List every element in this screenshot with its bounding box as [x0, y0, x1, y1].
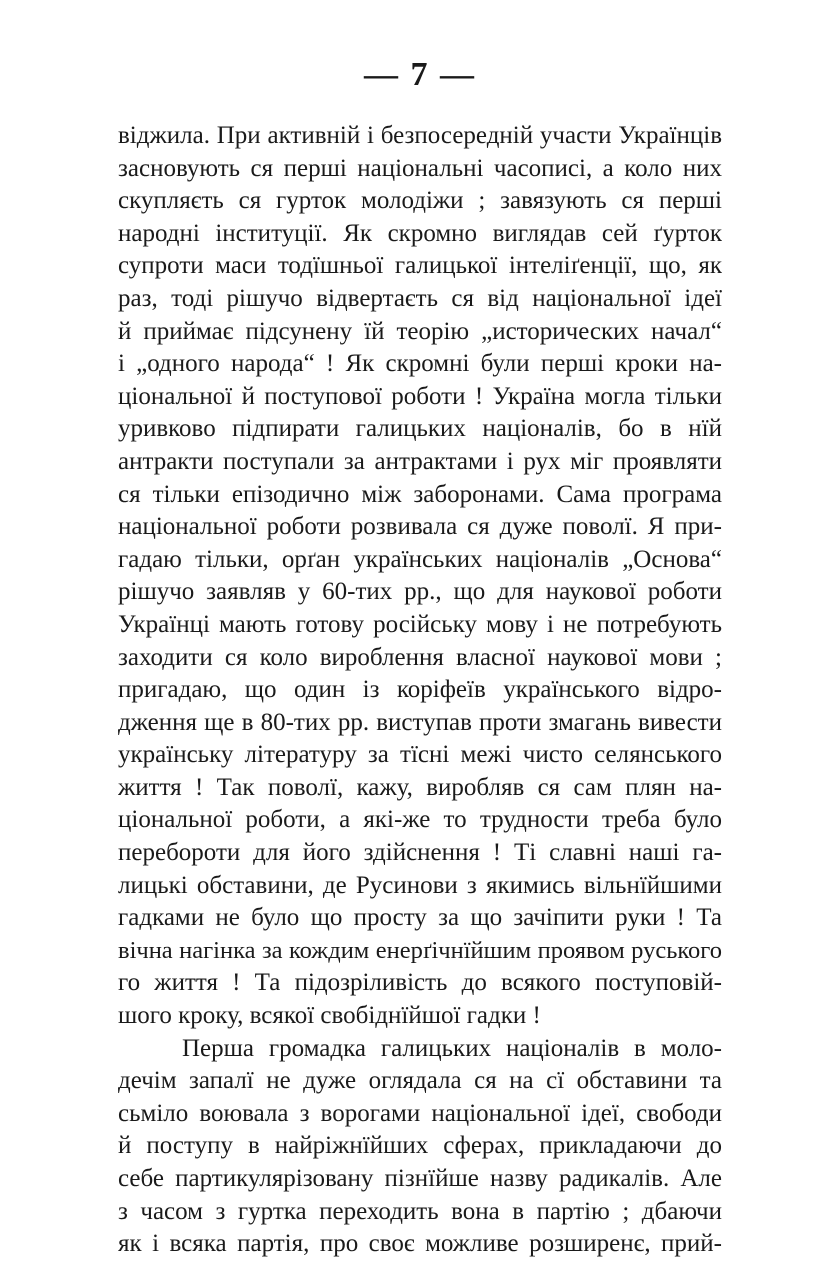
text-line: гадаю тільки, орґан українських націоналів „Основа“: [118, 545, 722, 573]
text-line: й поступу в найріжнїйших сферах, прикладаючи до: [118, 1132, 722, 1160]
text-line: ціональної й поступової роботи ! Україна могла тільки: [118, 382, 722, 410]
text-line: Українці мають готову російську мову і не потребують: [118, 610, 722, 638]
text-line: перебороти для його здійснення ! Ті славні наші га-: [118, 839, 722, 867]
text-line: заходити ся коло вироблення власної наукової мови ;: [118, 643, 722, 671]
text-line: ціональної роботи, а які-же то трудности треба було: [118, 806, 722, 834]
text-line: скупляєть ся гурток молодіжи ; завязують ся перші: [118, 187, 722, 215]
text-line: вічна нагінка за кождим енерґічнїйшим проявом руського: [118, 936, 722, 964]
text-line: супроти маси тодїшньої галицької інтеліґенції, що, як: [118, 252, 722, 280]
text-line: національної роботи розвивала ся дуже поволї. Я при-: [118, 513, 722, 541]
text-line: гадками не було що просту за що зачіпити руки ! Та: [118, 904, 722, 932]
text-line: дження ще в 80-тих рр. виступав проти змагань вивести: [118, 708, 722, 736]
text-line: життя ! Так поволї, кажу, виробляв ся сам плян на-: [118, 773, 722, 801]
page-number: — 7 —: [364, 56, 476, 93]
text-line: шого кроку, всякої свобіднїйшої гадки !: [118, 1002, 541, 1030]
text-line: з часом з гуртка переходить вона в партію ; дбаючи: [118, 1197, 722, 1225]
text-line: Перша громадка галицьких націоналів в моло-: [182, 1034, 722, 1062]
text-line: пригадаю, що один із коріфеїв українського відро-: [118, 676, 722, 704]
text-line: і „одного народа“ ! Як скромні були перші кроки на-: [118, 350, 722, 378]
paragraph-2: [118, 1033, 722, 1261]
text-line: сьміло воювала з ворогами національної ідеї, свободи: [118, 1099, 722, 1127]
text-line: го життя ! Та підозріливість до всякого поступовій-: [118, 969, 722, 997]
text-line: як і всяка партія, про своє можливе розширенє, прий-: [118, 1230, 722, 1258]
text-line: раз, тоді рішучо відвертаєть ся від національної ідеї: [118, 284, 722, 312]
text-line: засновують ся перші національні часописі, а коло них: [118, 154, 722, 182]
text-line: себе партикулярізовану пізнїйше назву радикалів. Але: [118, 1165, 722, 1192]
text-line: українську літературу за тїсні межі чисто селянського: [118, 741, 722, 769]
text-line: дечім запалї не дуже оглядала ся на сї обставини та: [118, 1067, 722, 1095]
paragraph-1: [118, 120, 722, 1033]
text-line: й приймає підсунену їй теорію „исторических начал“: [118, 317, 722, 345]
text-line: рішучо заявляв у 60-тих рр., що для наукової роботи: [118, 578, 722, 606]
text-line: віджила. При активній і безпосередній участи Українців: [118, 122, 722, 149]
text-line: народні інституції. Як скромно виглядав сей ґурток: [118, 219, 722, 247]
text-line: уривково підпирати галицьких націоналів, бо в нїй: [118, 415, 722, 443]
text-line: ся тільки епізодично між заборонами. Сама програма: [118, 480, 722, 508]
body-text: [118, 120, 722, 1261]
text-line: лицькі обставини, де Русинови з якимись вільнїйшими: [118, 871, 722, 899]
text-line: антракти поступали за антрактами і рух міг проявляти: [118, 447, 722, 475]
